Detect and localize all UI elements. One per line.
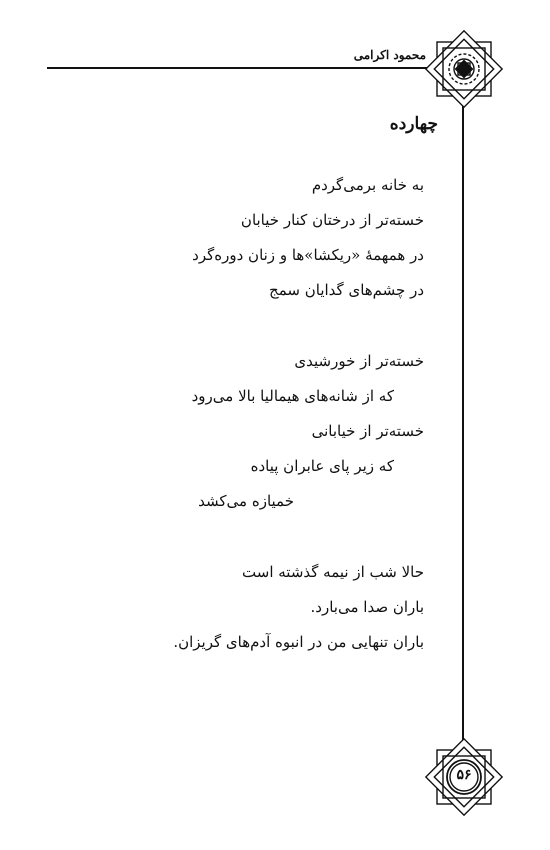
author-name: محمود اکرامی [353,48,426,62]
poem-line: خسته‌تر از خورشیدی [294,352,424,370]
poem-title: چهارده [389,114,438,134]
poem-line: باران صدا می‌بارد. [310,598,424,616]
star-ornament-icon [425,30,503,108]
poem-line: خسته‌تر از درختان کنار خیابان [240,211,424,229]
page-number: ۵۶ [456,767,472,783]
margin-rule [462,100,464,750]
poem-line: باران تنهایی من در انبوه آدم‌های گریزان. [173,633,424,651]
poem-line: که زیر پای عابران پیاده [250,457,394,475]
poem-line: خسته‌تر از خیابانی [311,422,424,440]
poem-line: حالا شب از نیمه گذشته است [242,563,424,581]
poem-line: خمیازه می‌کشد [198,492,294,510]
poem-line: به خانه برمی‌گردم [311,176,424,194]
poem-line: در چشم‌های گدایان سمج [269,281,424,299]
poem-line: که از شانه‌های هیمالیا بالا می‌رود [191,387,394,405]
header-rule [47,67,437,69]
poem-line: در همهمهٔ «ریکشا»ها و زنان دوره‌گرد [192,246,424,264]
